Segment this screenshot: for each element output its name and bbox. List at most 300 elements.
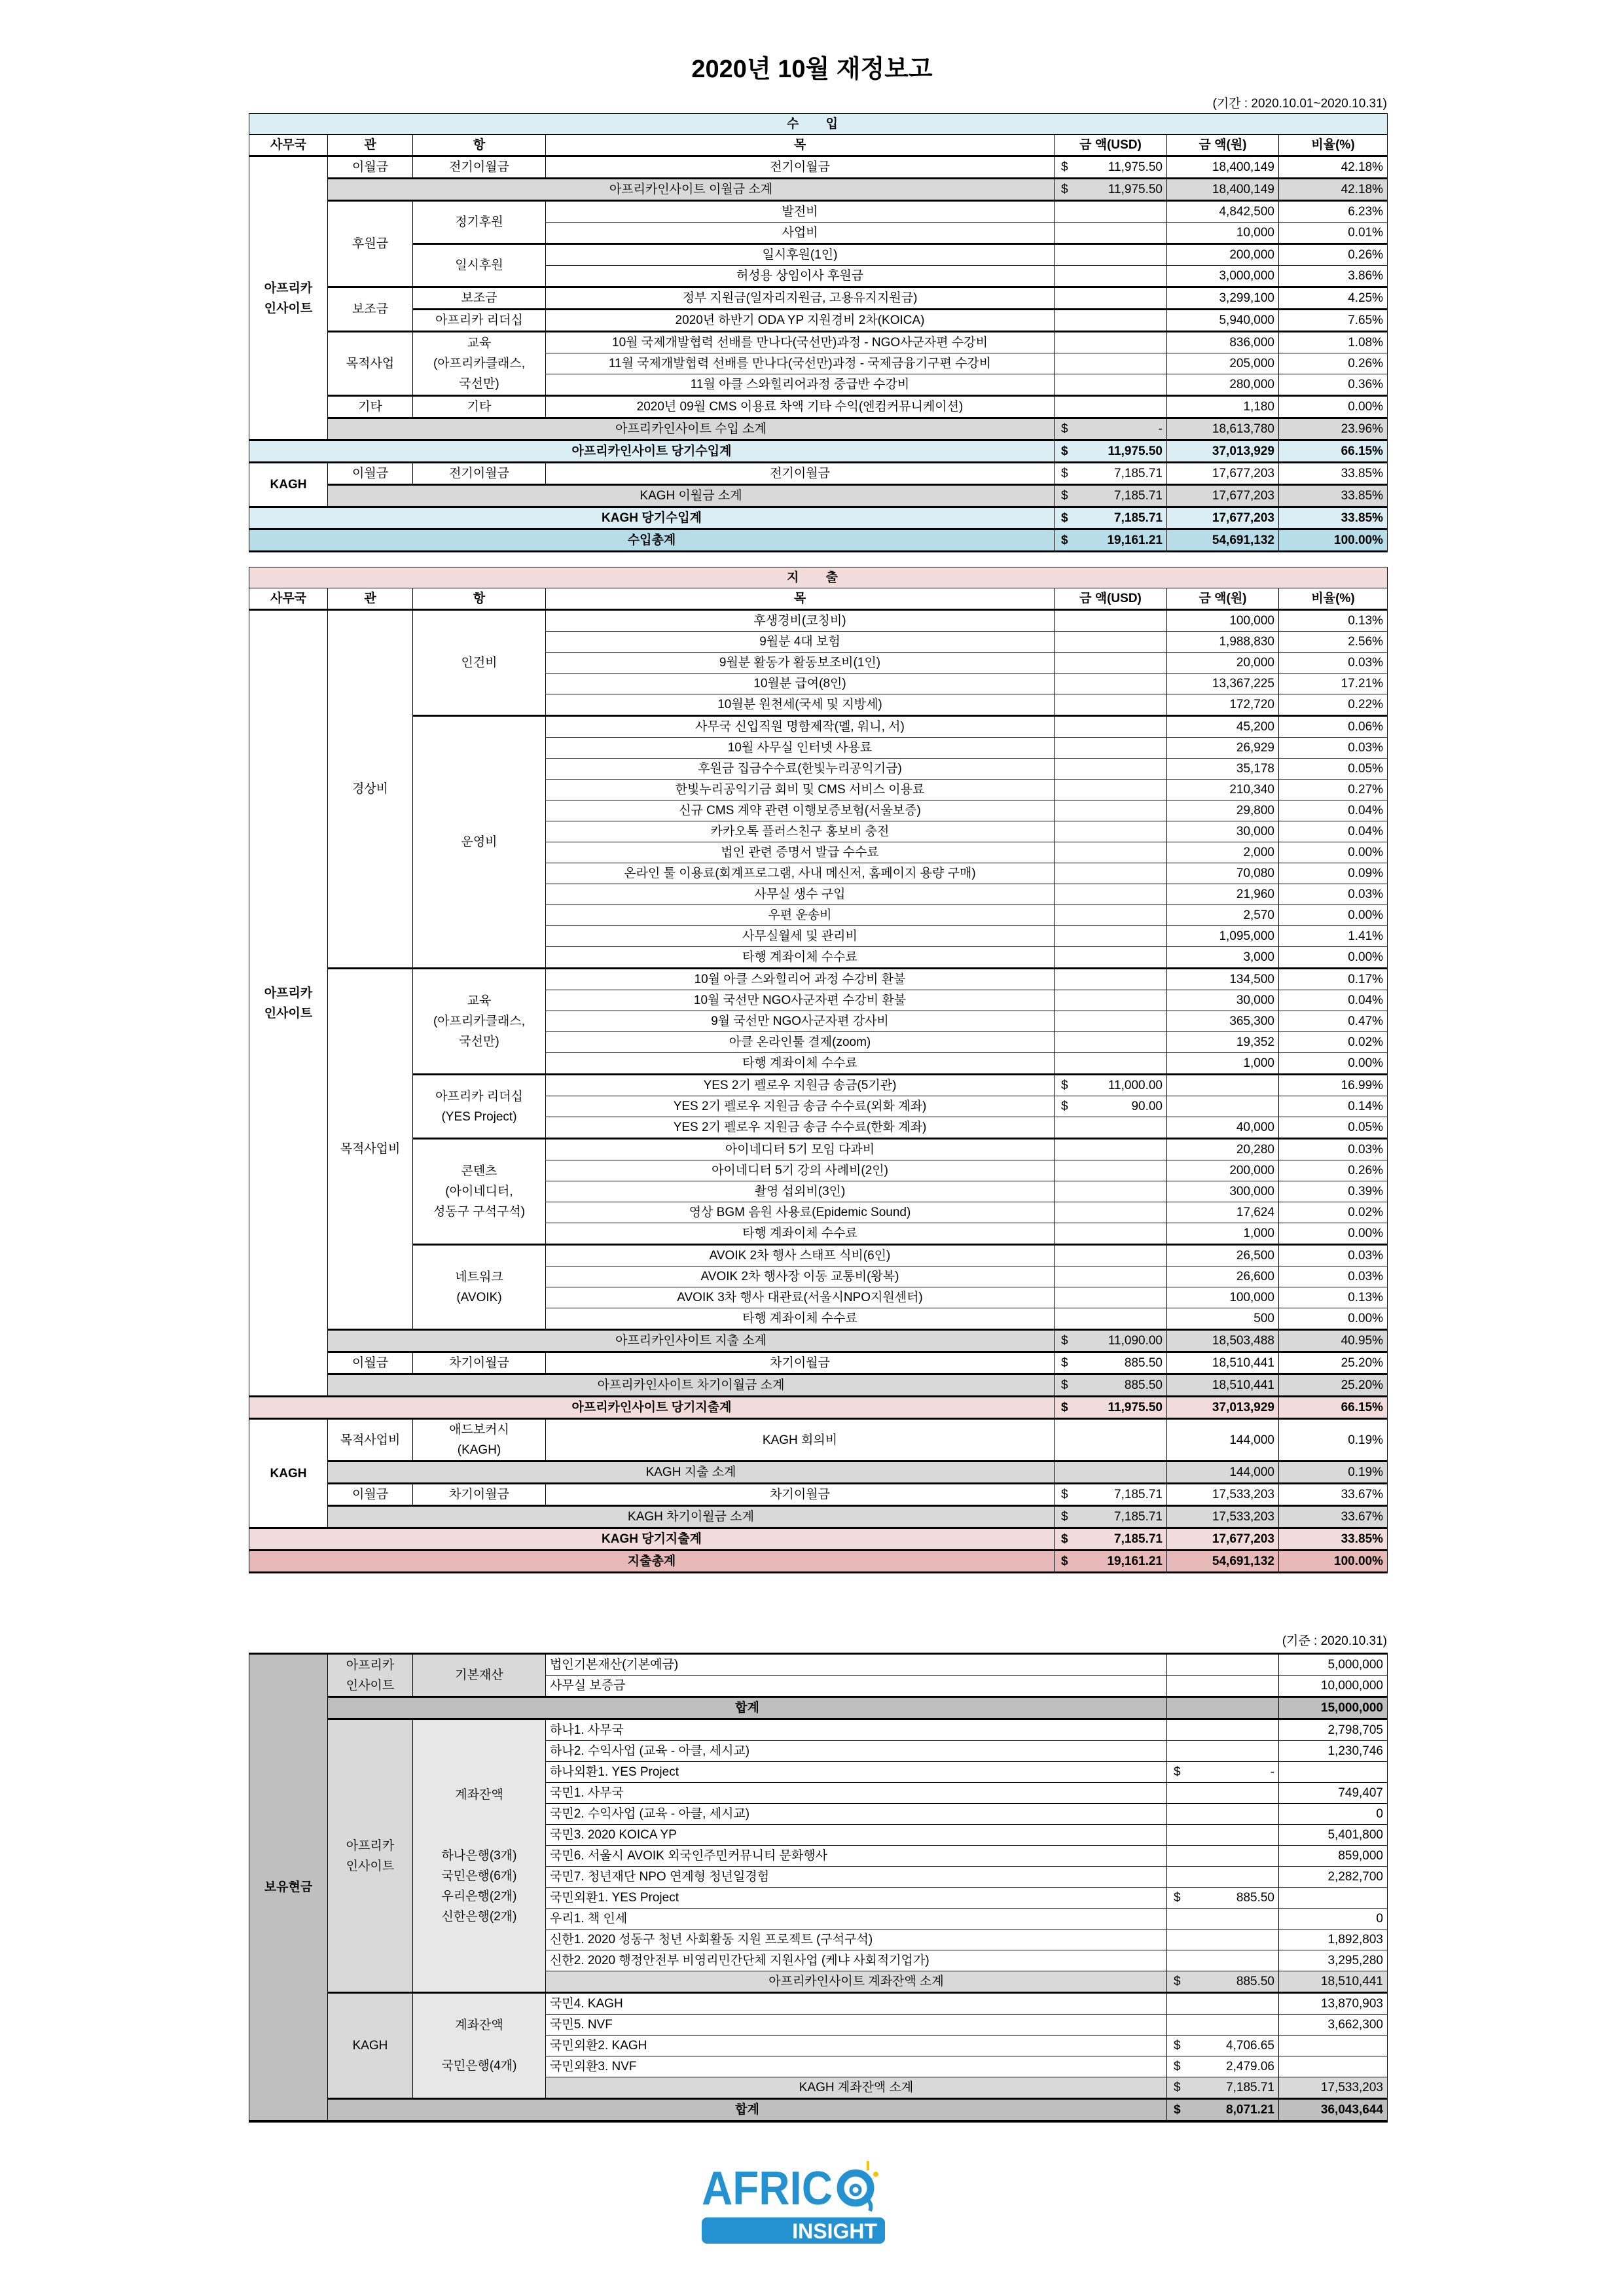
- usd-amount: [1055, 1096, 1167, 1117]
- usd-amount: [1167, 1950, 1279, 1971]
- hang-name: 차기이월금: [413, 1484, 546, 1506]
- column-header: 관: [328, 588, 413, 610]
- subtotal-label: 아프리카인사이트 계좌잔액 소계: [546, 1971, 1167, 1993]
- usd-amount: [1055, 759, 1167, 780]
- krw-amount: 26,600: [1167, 1266, 1279, 1287]
- total-label: KAGH 당기수입계: [249, 507, 1055, 529]
- ratio-percent: 1.08%: [1279, 332, 1388, 353]
- krw-amount: 3,295,280: [1279, 1950, 1388, 1971]
- gwan-name: 이월금: [328, 156, 413, 179]
- krw-amount: 144,000: [1167, 1462, 1279, 1484]
- mok-name: YES 2기 펠로우 지원금 송금 수수료(한화 계좌): [546, 1117, 1055, 1139]
- krw-amount: 210,340: [1167, 780, 1279, 800]
- column-header: 목: [546, 135, 1055, 156]
- ratio-percent: 100.00%: [1279, 1551, 1388, 1573]
- mok-name: 영상 BGM 음원 사용료(Epidemic Sound): [546, 1202, 1055, 1223]
- usd-amount: [1055, 863, 1167, 884]
- usd-amount: [1055, 485, 1167, 507]
- krw-amount: 205,000: [1167, 353, 1279, 374]
- ratio-percent: 66.15%: [1279, 1397, 1388, 1419]
- usd-amount: [1055, 990, 1167, 1011]
- table-row: [249, 396, 1388, 418]
- holder-name: KAGH: [328, 1993, 413, 2099]
- krw-amount: 17,533,203: [1279, 2077, 1388, 2099]
- ratio-percent: 0.03%: [1279, 1245, 1388, 1266]
- account-name: 하나2. 수익사업 (교육 - 아클, 세시교): [546, 1741, 1167, 1762]
- usd-amount: [1167, 1909, 1279, 1929]
- gwan-name: 후원금: [328, 201, 413, 287]
- hang-name: 기타: [413, 396, 546, 418]
- currency-sign: $: [1174, 2060, 1181, 2073]
- total-label: 수입총계: [249, 529, 1055, 552]
- gwan-name: 이월금: [328, 1484, 413, 1506]
- krw-amount: 1,000: [1167, 1223, 1279, 1245]
- ratio-percent: 0.36%: [1279, 374, 1388, 396]
- usd-value: 4,706.65: [1226, 2039, 1274, 2053]
- ratio-percent: 0.04%: [1279, 990, 1388, 1011]
- krw-amount: 17,677,203: [1167, 463, 1279, 485]
- subtotal-label: KAGH 차기이월금 소계: [328, 1506, 1055, 1528]
- usd-amount: [1055, 179, 1167, 201]
- ratio-percent: 0.00%: [1279, 905, 1388, 926]
- krw-amount: 37,013,929: [1167, 440, 1279, 463]
- mok-name: 10월 사무실 인터넷 사용료: [546, 738, 1055, 759]
- ratio-percent: 0.39%: [1279, 1181, 1388, 1202]
- krw-amount: 280,000: [1167, 374, 1279, 396]
- currency-sign: $: [1061, 160, 1068, 174]
- krw-amount: 40,000: [1167, 1117, 1279, 1139]
- mok-name: 10월분 급여(8인): [546, 673, 1055, 694]
- mok-name: KAGH 회의비: [546, 1419, 1055, 1462]
- grand-total-row: [249, 1551, 1388, 1573]
- ratio-percent: 0.19%: [1279, 1419, 1388, 1462]
- usd-value: 19,161.21: [1107, 1554, 1163, 1568]
- subtotal-label: 아프리카인사이트 차기이월금 소계: [328, 1374, 1055, 1397]
- usd-amount: [1055, 821, 1167, 842]
- ratio-percent: 0.03%: [1279, 653, 1388, 673]
- usd-amount: [1167, 1993, 1279, 2015]
- mok-name: 한빛누리공익기금 회비 및 CMS 서비스 이용료: [546, 780, 1055, 800]
- ratio-percent: 0.17%: [1279, 969, 1388, 990]
- usd-value: 7,185.71: [1114, 511, 1163, 525]
- ratio-percent: 0.09%: [1279, 863, 1388, 884]
- office-name: KAGH: [249, 463, 328, 507]
- krw-amount: 26,500: [1167, 1245, 1279, 1266]
- mok-name: 아이네디터 5기 모임 다과비: [546, 1139, 1055, 1160]
- usd-amount: [1055, 1032, 1167, 1053]
- ratio-percent: 66.15%: [1279, 440, 1388, 463]
- krw-amount: 3,299,100: [1167, 287, 1279, 310]
- ratio-percent: 0.03%: [1279, 1266, 1388, 1287]
- usd-amount: [1167, 2056, 1279, 2077]
- krw-amount: 836,000: [1167, 332, 1279, 353]
- column-header: 항: [413, 588, 546, 610]
- usd-amount: [1055, 374, 1167, 396]
- mok-name: AVOIK 3차 행사 대관료(서울시NPO지원센터): [546, 1287, 1055, 1308]
- usd-amount: [1055, 926, 1167, 947]
- usd-value: 7,185.71: [1114, 467, 1163, 480]
- usd-amount: [1167, 1929, 1279, 1950]
- account-name: 하나1. 사무국: [546, 1719, 1167, 1741]
- account-name: 국민7. 청년재단 NPO 연계형 청년일경험: [546, 1867, 1167, 1888]
- subtotal-row: [249, 179, 1388, 201]
- basis-date: (기준 : 2020.10.31): [1282, 1634, 1387, 1648]
- usd-amount: [1055, 1506, 1167, 1528]
- krw-amount: 13,367,225: [1167, 673, 1279, 694]
- office-name: 아프리카 인사이트: [249, 610, 328, 1397]
- krw-amount: 19,352: [1167, 1032, 1279, 1053]
- mok-name: 10월 국선만 NGO사군자편 수강비 환불: [546, 990, 1055, 1011]
- ratio-percent: 4.25%: [1279, 287, 1388, 310]
- mok-name: 전기이월금: [546, 156, 1055, 179]
- account-name: 우리1. 책 인세: [546, 1909, 1167, 1929]
- mok-name: 9월분 활동가 활동보조비(1인): [546, 653, 1055, 673]
- usd-amount: [1055, 632, 1167, 653]
- krw-amount: 2,000: [1167, 842, 1279, 863]
- usd-value: 7,185.71: [1114, 1488, 1163, 1501]
- gwan-name: 목적사업비: [328, 969, 413, 1330]
- krw-amount: [1279, 2056, 1388, 2077]
- usd-amount: [1055, 1266, 1167, 1287]
- ratio-percent: 0.02%: [1279, 1202, 1388, 1223]
- krw-amount: 20,280: [1167, 1139, 1279, 1160]
- account-name: 국민외환2. KAGH: [546, 2036, 1167, 2056]
- ratio-percent: 25.20%: [1279, 1374, 1388, 1397]
- krw-amount: 18,503,488: [1167, 1330, 1279, 1352]
- usd-amount: [1055, 738, 1167, 759]
- account-name: 법인기본재산(기본예금): [546, 1654, 1167, 1676]
- krw-amount: 100,000: [1167, 1287, 1279, 1308]
- svg-text:AFRIC: AFRIC: [702, 2162, 833, 2215]
- currency-sign: $: [1061, 1356, 1068, 1370]
- ratio-percent: 33.67%: [1279, 1506, 1388, 1528]
- currency-sign: $: [1174, 2039, 1181, 2053]
- ratio-percent: 33.85%: [1279, 507, 1388, 529]
- mok-name: 발전비: [546, 201, 1055, 223]
- usd-amount: [1055, 1245, 1167, 1266]
- table-row: [249, 610, 1388, 632]
- expense-table: [249, 567, 1388, 1573]
- mok-name: 허성용 상임이사 후원금: [546, 266, 1055, 287]
- currency-sign: $: [1061, 1532, 1068, 1546]
- usd-value: 11,975.50: [1108, 1401, 1163, 1414]
- table-row: [249, 969, 1388, 990]
- period-total-row: [249, 1528, 1388, 1551]
- ratio-percent: 0.04%: [1279, 800, 1388, 821]
- table-row: [249, 1484, 1388, 1506]
- krw-amount: 2,798,705: [1279, 1719, 1388, 1741]
- account-name: 국민1. 사무국: [546, 1783, 1167, 1804]
- usd-value: 885.50: [1124, 1356, 1163, 1370]
- total-label: 아프리카인사이트 당기수입계: [249, 440, 1055, 463]
- period-total-row: [249, 1397, 1388, 1419]
- table-row: [249, 287, 1388, 310]
- usd-amount: [1055, 1053, 1167, 1075]
- usd-value: 11,000.00: [1108, 1079, 1163, 1092]
- ratio-percent: 0.19%: [1279, 1462, 1388, 1484]
- ratio-percent: 0.00%: [1279, 1308, 1388, 1330]
- account-name: 사무실 보증금: [546, 1676, 1167, 1697]
- usd-amount: [1055, 507, 1167, 529]
- ratio-percent: 0.13%: [1279, 610, 1388, 632]
- ratio-percent: 2.56%: [1279, 632, 1388, 653]
- krw-amount: 30,000: [1167, 821, 1279, 842]
- currency-sign: $: [1061, 1510, 1068, 1524]
- usd-amount: [1055, 800, 1167, 821]
- usd-amount: [1055, 201, 1167, 223]
- usd-amount: [1167, 1654, 1279, 1676]
- usd-amount: [1055, 1551, 1167, 1573]
- krw-amount: 36,043,644: [1279, 2099, 1388, 2122]
- hang-name: 보조금: [413, 287, 546, 310]
- mok-name: 차기이월금: [546, 1484, 1055, 1506]
- usd-amount: [1167, 1804, 1279, 1825]
- krw-amount: 17,533,203: [1167, 1484, 1279, 1506]
- hang-name: 네트워크 (AVOIK): [413, 1245, 546, 1330]
- krw-amount: 144,000: [1167, 1419, 1279, 1462]
- ratio-percent: 0.13%: [1279, 1287, 1388, 1308]
- usd-amount: [1055, 610, 1167, 632]
- ratio-percent: 0.47%: [1279, 1011, 1388, 1032]
- account-name: 국민4. KAGH: [546, 1993, 1167, 2015]
- holdings-sum-row: [249, 1697, 1388, 1719]
- column-header: 금 액(USD): [1055, 588, 1167, 610]
- krw-amount: [1279, 1762, 1388, 1783]
- section-title: 지 출: [249, 567, 1388, 588]
- usd-amount: [1055, 287, 1167, 310]
- currency-sign: $: [1061, 444, 1068, 458]
- usd-amount: [1167, 1971, 1279, 1993]
- asset-type: 계좌잔액 국민은행(4개): [413, 1993, 546, 2099]
- krw-amount: 13,870,903: [1279, 1993, 1388, 2015]
- usd-amount: [1055, 884, 1167, 905]
- usd-amount: [1167, 1783, 1279, 1804]
- ratio-percent: 0.22%: [1279, 694, 1388, 716]
- usd-amount: [1167, 2015, 1279, 2036]
- krw-amount: 10,000,000: [1279, 1676, 1388, 1697]
- usd-value: 7,185.71: [1114, 1532, 1163, 1546]
- usd-amount: [1167, 1741, 1279, 1762]
- krw-amount: 5,000,000: [1279, 1654, 1388, 1676]
- krw-amount: [1279, 2036, 1388, 2056]
- currency-sign: $: [1174, 2081, 1181, 2094]
- usd-value: -: [1158, 422, 1163, 436]
- usd-amount: [1167, 1888, 1279, 1909]
- ratio-percent: 0.00%: [1279, 842, 1388, 863]
- krw-amount: 17,677,203: [1167, 1528, 1279, 1551]
- africa-insight-logo: [700, 2160, 890, 2248]
- ratio-percent: 42.18%: [1279, 179, 1388, 201]
- holder-name: 아프리카 인사이트: [328, 1719, 413, 1993]
- krw-amount: [1167, 1075, 1279, 1096]
- table-row: [249, 463, 1388, 485]
- currency-sign: $: [1061, 1401, 1068, 1414]
- krw-amount: 45,200: [1167, 716, 1279, 738]
- usd-value: 11,975.50: [1108, 160, 1163, 174]
- period-total-row: [249, 440, 1388, 463]
- subtotal-row: [249, 1330, 1388, 1352]
- krw-amount: 17,624: [1167, 1202, 1279, 1223]
- account-name: 국민외환1. YES Project: [546, 1888, 1167, 1909]
- column-header: 목: [546, 588, 1055, 610]
- krw-amount: 54,691,132: [1167, 529, 1279, 552]
- usd-amount: [1055, 1287, 1167, 1308]
- krw-amount: 2,570: [1167, 905, 1279, 926]
- usd-amount: [1055, 1484, 1167, 1506]
- mok-name: 타행 계좌이체 수수료: [546, 1223, 1055, 1245]
- krw-amount: 18,510,441: [1279, 1971, 1388, 1993]
- mok-name: 온라인 툴 이용료(회계프로그램, 사내 메신저, 홈페이지 용량 구매): [546, 863, 1055, 884]
- gwan-name: 목적사업: [328, 332, 413, 396]
- ratio-percent: 16.99%: [1279, 1075, 1388, 1096]
- section-band: [249, 114, 1388, 135]
- krw-amount: 54,691,132: [1167, 1551, 1279, 1573]
- mok-name: 아클 온라인툴 결제(zoom): [546, 1032, 1055, 1053]
- krw-amount: 21,960: [1167, 884, 1279, 905]
- column-header-row: [249, 135, 1388, 156]
- ratio-percent: 33.67%: [1279, 1484, 1388, 1506]
- subtotal-label: 아프리카인사이트 수입 소계: [328, 418, 1055, 440]
- currency-sign: $: [1174, 2103, 1181, 2117]
- ratio-percent: 6.23%: [1279, 201, 1388, 223]
- mok-name: 10월 국제개발협력 선배를 만나다(국선만)과정 - NGO사군자편 수강비: [546, 332, 1055, 353]
- krw-amount: 1,892,803: [1279, 1929, 1388, 1950]
- ratio-percent: 23.96%: [1279, 418, 1388, 440]
- usd-amount: [1055, 156, 1167, 179]
- usd-amount: [1055, 310, 1167, 332]
- column-header: 비율(%): [1279, 135, 1388, 156]
- usd-value: 19,161.21: [1107, 533, 1163, 547]
- usd-amount: [1055, 353, 1167, 374]
- mok-name: 정부 지원금(일자리지원금, 고용유지지원금): [546, 287, 1055, 310]
- account-name: 국민5. NVF: [546, 2015, 1167, 2036]
- ratio-percent: 0.00%: [1279, 1223, 1388, 1245]
- krw-amount: 18,400,149: [1167, 179, 1279, 201]
- column-header: 금 액(USD): [1055, 135, 1167, 156]
- section-band: [249, 567, 1388, 588]
- gwan-name: 이월금: [328, 1352, 413, 1374]
- ratio-percent: 0.02%: [1279, 1032, 1388, 1053]
- ratio-percent: 40.95%: [1279, 1330, 1388, 1352]
- mok-name: 10월 아클 스와힐리어 과정 수강비 환불: [546, 969, 1055, 990]
- usd-value: 7,185.71: [1114, 1510, 1163, 1524]
- mok-name: 차기이월금: [546, 1352, 1055, 1374]
- usd-amount: [1055, 529, 1167, 552]
- holder-name: 아프리카 인사이트: [328, 1654, 413, 1697]
- holdings-sum-row: [249, 2099, 1388, 2122]
- usd-amount: [1167, 2036, 1279, 2056]
- usd-amount: [1055, 1528, 1167, 1551]
- krw-amount: 17,677,203: [1167, 485, 1279, 507]
- currency-sign: $: [1061, 1100, 1068, 1113]
- usd-amount: [1167, 1719, 1279, 1741]
- mok-name: 사업비: [546, 223, 1055, 244]
- mok-name: 11월 아클 스와힐리어과정 중급반 수강비: [546, 374, 1055, 396]
- account-name: 국민외환3. NVF: [546, 2056, 1167, 2077]
- usd-amount: [1055, 1011, 1167, 1032]
- page-title: 2020년 10월 재정보고: [691, 56, 933, 83]
- krw-amount: 5,401,800: [1279, 1825, 1388, 1846]
- mok-name: AVOIK 2차 행사 스태프 식비(6인): [546, 1245, 1055, 1266]
- krw-amount: 1,095,000: [1167, 926, 1279, 947]
- ratio-percent: 0.05%: [1279, 759, 1388, 780]
- table-row: [249, 244, 1388, 266]
- ratio-percent: 0.01%: [1279, 223, 1388, 244]
- usd-amount: [1055, 1117, 1167, 1139]
- krw-amount: 0: [1279, 1909, 1388, 1929]
- krw-amount: 35,178: [1167, 759, 1279, 780]
- mok-name: 일시후원(1인): [546, 244, 1055, 266]
- usd-amount: [1167, 1697, 1279, 1719]
- ratio-percent: 0.03%: [1279, 738, 1388, 759]
- ratio-percent: 0.00%: [1279, 947, 1388, 969]
- usd-amount: [1055, 1397, 1167, 1419]
- usd-amount: [1167, 1676, 1279, 1697]
- usd-amount: [1167, 1762, 1279, 1783]
- hang-name: 콘텐츠 (아이네디터, 성동구 구석구석): [413, 1139, 546, 1245]
- krw-amount: 10,000: [1167, 223, 1279, 244]
- usd-value: 7,185.71: [1226, 2081, 1274, 2094]
- usd-amount: [1055, 1419, 1167, 1462]
- usd-value: 90.00: [1131, 1100, 1163, 1113]
- krw-amount: 2,282,700: [1279, 1867, 1388, 1888]
- account-row: [249, 1719, 1388, 1741]
- sum-label: 합계: [328, 2099, 1167, 2122]
- svg-text:INSIGHT: INSIGHT: [792, 2219, 877, 2243]
- usd-amount: [1055, 653, 1167, 673]
- mok-name: 촬영 섭외비(3인): [546, 1181, 1055, 1202]
- usd-amount: [1055, 332, 1167, 353]
- krw-amount: 18,510,441: [1167, 1374, 1279, 1397]
- usd-amount: [1055, 1308, 1167, 1330]
- krw-amount: 500: [1167, 1308, 1279, 1330]
- krw-amount: [1279, 1888, 1388, 1909]
- usd-amount: [1055, 780, 1167, 800]
- mok-name: 9월 국선만 NGO사군자편 강사비: [546, 1011, 1055, 1032]
- subtotal-row: [249, 485, 1388, 507]
- gwan-name: 경상비: [328, 610, 413, 969]
- ratio-percent: 0.00%: [1279, 396, 1388, 418]
- currency-sign: $: [1061, 1079, 1068, 1092]
- ratio-percent: 0.04%: [1279, 821, 1388, 842]
- hang-name: 정기후원: [413, 201, 546, 244]
- mok-name: 타행 계좌이체 수수료: [546, 947, 1055, 969]
- krw-amount: 300,000: [1167, 1181, 1279, 1202]
- krw-amount: 100,000: [1167, 610, 1279, 632]
- usd-amount: [1055, 440, 1167, 463]
- total-label: 지출총계: [249, 1551, 1055, 1573]
- report-period: (기간 : 2020.10.01~2020.10.31): [1212, 97, 1387, 111]
- table-row: [249, 716, 1388, 738]
- usd-value: 885.50: [1124, 1378, 1163, 1392]
- column-header: 금 액(원): [1167, 135, 1279, 156]
- krw-amount: 1,000: [1167, 1053, 1279, 1075]
- hang-name: 전기이월금: [413, 156, 546, 179]
- column-header: 사무국: [249, 135, 328, 156]
- krw-amount: 17,677,203: [1167, 507, 1279, 529]
- usd-amount: [1055, 1330, 1167, 1352]
- asset-type: 계좌잔액 하나은행(3개) 국민은행(6개) 우리은행(2개) 신한은행(2개): [413, 1719, 546, 1993]
- cash-holdings-table: [249, 1653, 1388, 2123]
- account-name: 국민3. 2020 KOICA YP: [546, 1825, 1167, 1846]
- krw-amount: 859,000: [1279, 1846, 1388, 1867]
- mok-name: 2020년 09월 CMS 이용료 차액 기타 수익(엔컴커뮤니케이션): [546, 396, 1055, 418]
- mok-name: 사무실 생수 구입: [546, 884, 1055, 905]
- usd-amount: [1055, 1352, 1167, 1374]
- krw-amount: 1,988,830: [1167, 632, 1279, 653]
- usd-amount: [1055, 673, 1167, 694]
- total-label: KAGH 당기지출계: [249, 1528, 1055, 1551]
